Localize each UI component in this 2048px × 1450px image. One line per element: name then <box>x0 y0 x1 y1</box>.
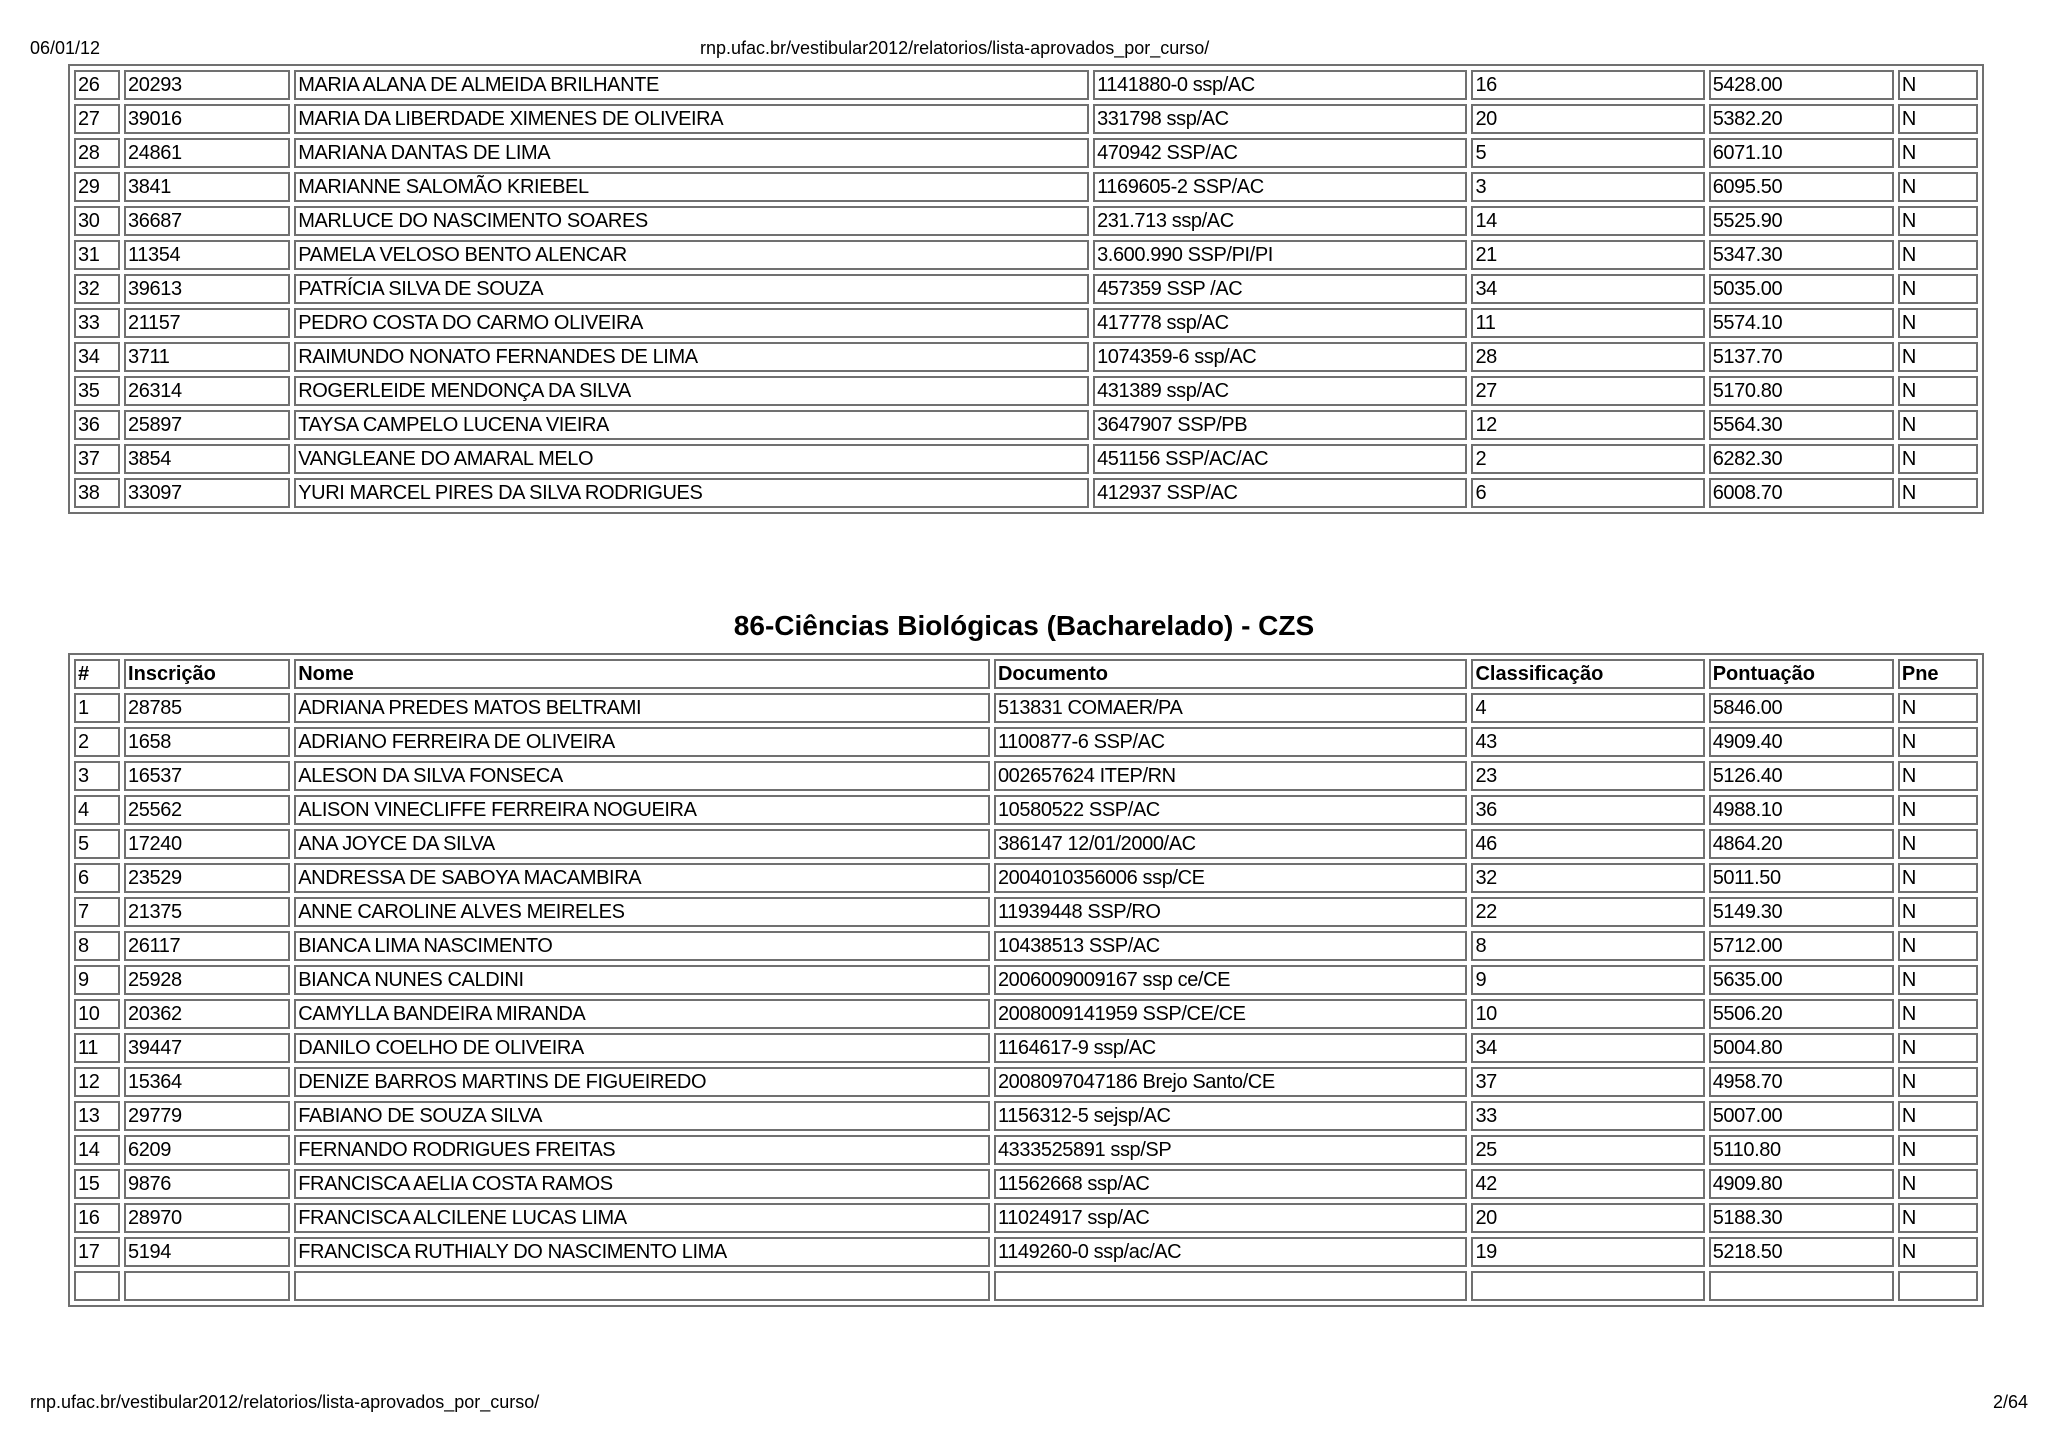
cell-number <box>74 1271 120 1301</box>
cell-classificacao: 6 <box>1471 478 1704 508</box>
header-documento: Documento <box>994 659 1468 689</box>
cell-inscricao: 25562 <box>124 795 290 825</box>
table-row <box>74 444 1978 474</box>
header-inscricao: Inscrição <box>124 659 290 689</box>
header-pontuacao: Pontuação <box>1709 659 1894 689</box>
cell-nome: ANNE CAROLINE ALVES MEIRELES <box>294 897 990 927</box>
cell-classificacao <box>1471 1271 1704 1301</box>
cell-number: 5 <box>74 829 120 859</box>
cell-inscricao: 15364 <box>124 1067 290 1097</box>
cell-number: 28 <box>74 138 120 168</box>
cell-nome: RAIMUNDO NONATO FERNANDES DE LIMA <box>294 342 1089 372</box>
cell-number: 1 <box>74 693 120 723</box>
cell-documento: 002657624 ITEP/RN <box>994 761 1468 791</box>
cell-pontuacao: 6095.50 <box>1709 172 1894 202</box>
table-row <box>74 863 1978 893</box>
cell-documento: 11562668 ssp/AC <box>994 1169 1468 1199</box>
cell-nome: MARIA ALANA DE ALMEIDA BRILHANTE <box>294 70 1089 100</box>
cell-nome: ROGERLEIDE MENDONÇA DA SILVA <box>294 376 1089 406</box>
cell-pne: N <box>1898 863 1978 893</box>
cell-inscricao: 21157 <box>124 308 290 338</box>
header-classificacao: Classificação <box>1471 659 1704 689</box>
cell-classificacao: 3 <box>1471 172 1704 202</box>
cell-pontuacao: 4864.20 <box>1709 829 1894 859</box>
cell-documento: 1156312-5 sejsp/AC <box>994 1101 1468 1131</box>
cell-pne: N <box>1898 478 1978 508</box>
cell-number: 33 <box>74 308 120 338</box>
cell-documento: 1169605-2 SSP/AC <box>1093 172 1467 202</box>
cell-pne: N <box>1898 1135 1978 1165</box>
table-row <box>74 829 1978 859</box>
cell-pontuacao: 5428.00 <box>1709 70 1894 100</box>
cell-nome <box>294 1271 990 1301</box>
cell-documento: 2006009009167 ssp ce/CE <box>994 965 1468 995</box>
table-row <box>74 138 1978 168</box>
cell-inscricao: 28785 <box>124 693 290 723</box>
cell-documento: 386147 12/01/2000/AC <box>994 829 1468 859</box>
cell-number: 8 <box>74 931 120 961</box>
cell-number: 26 <box>74 70 120 100</box>
cell-number: 29 <box>74 172 120 202</box>
cell-documento: 1141880-0 ssp/AC <box>1093 70 1467 100</box>
table-row <box>74 342 1978 372</box>
cell-inscricao: 3854 <box>124 444 290 474</box>
cell-pne: N <box>1898 444 1978 474</box>
cell-documento: 11024917 ssp/AC <box>994 1203 1468 1233</box>
cell-nome: ANDRESSA DE SABOYA MACAMBIRA <box>294 863 990 893</box>
cell-documento: 11939448 SSP/RO <box>994 897 1468 927</box>
cell-pne: N <box>1898 965 1978 995</box>
header-pne: Pne <box>1898 659 1978 689</box>
cell-documento: 2008097047186 Brejo Santo/CE <box>994 1067 1468 1097</box>
cell-documento: 231.713 ssp/AC <box>1093 206 1467 236</box>
cell-pontuacao: 6282.30 <box>1709 444 1894 474</box>
cell-nome: MARIA DA LIBERDADE XIMENES DE OLIVEIRA <box>294 104 1089 134</box>
cell-inscricao: 20293 <box>124 70 290 100</box>
cell-pne: N <box>1898 931 1978 961</box>
cell-pontuacao: 5149.30 <box>1709 897 1894 927</box>
cell-nome: BIANCA LIMA NASCIMENTO <box>294 931 990 961</box>
cell-nome: MARIANNE SALOMÃO KRIEBEL <box>294 172 1089 202</box>
cell-pontuacao: 5035.00 <box>1709 274 1894 304</box>
table-row <box>74 1237 1978 1267</box>
cell-number: 38 <box>74 478 120 508</box>
cell-pne <box>1898 1271 1978 1301</box>
table-row <box>74 931 1978 961</box>
cell-documento: 457359 SSP /AC <box>1093 274 1467 304</box>
cell-inscricao: 24861 <box>124 138 290 168</box>
cell-number: 16 <box>74 1203 120 1233</box>
cell-documento <box>994 1271 1468 1301</box>
results-table-course-86 <box>68 653 1984 1307</box>
cell-documento: 1164617-9 ssp/AC <box>994 1033 1468 1063</box>
cell-nome: ANA JOYCE DA SILVA <box>294 829 990 859</box>
cell-documento: 1100877-6 SSP/AC <box>994 727 1468 757</box>
cell-pontuacao: 5188.30 <box>1709 1203 1894 1233</box>
cell-classificacao: 37 <box>1471 1067 1704 1097</box>
cell-documento: 10438513 SSP/AC <box>994 931 1468 961</box>
cell-nome: MARIANA DANTAS DE LIMA <box>294 138 1089 168</box>
cell-number: 12 <box>74 1067 120 1097</box>
cell-pne: N <box>1898 1169 1978 1199</box>
cell-classificacao: 20 <box>1471 1203 1704 1233</box>
cell-pontuacao: 5007.00 <box>1709 1101 1894 1131</box>
table-row <box>74 1033 1978 1063</box>
print-date: 06/01/12 <box>30 38 101 58</box>
cell-inscricao: 3711 <box>124 342 290 372</box>
cell-pne: N <box>1898 1101 1978 1131</box>
cell-documento: 10580522 SSP/AC <box>994 795 1468 825</box>
cell-number: 31 <box>74 240 120 270</box>
cell-pne: N <box>1898 829 1978 859</box>
cell-pontuacao: 5218.50 <box>1709 1237 1894 1267</box>
cell-nome: DANILO COELHO DE OLIVEIRA <box>294 1033 990 1063</box>
table-row <box>74 1067 1978 1097</box>
cell-nome: PEDRO COSTA DO CARMO OLIVEIRA <box>294 308 1089 338</box>
cell-pontuacao: 4909.80 <box>1709 1169 1894 1199</box>
cell-classificacao: 34 <box>1471 274 1704 304</box>
cell-inscricao: 26314 <box>124 376 290 406</box>
cell-documento: 451156 SSP/AC/AC <box>1093 444 1467 474</box>
cell-pne: N <box>1898 410 1978 440</box>
cell-documento: 1149260-0 ssp/ac/AC <box>994 1237 1468 1267</box>
cell-number: 34 <box>74 342 120 372</box>
cell-classificacao: 34 <box>1471 1033 1704 1063</box>
cell-pontuacao: 5525.90 <box>1709 206 1894 236</box>
table-row <box>74 795 1978 825</box>
table-row <box>74 478 1978 508</box>
cell-inscricao: 39613 <box>124 274 290 304</box>
table-row <box>74 172 1978 202</box>
cell-pne: N <box>1898 1067 1978 1097</box>
cell-pne: N <box>1898 727 1978 757</box>
cell-classificacao: 12 <box>1471 410 1704 440</box>
cell-classificacao: 20 <box>1471 104 1704 134</box>
cell-pontuacao: 5110.80 <box>1709 1135 1894 1165</box>
table-row <box>74 1271 1978 1301</box>
cell-number: 17 <box>74 1237 120 1267</box>
cell-number: 37 <box>74 444 120 474</box>
cell-pontuacao: 5635.00 <box>1709 965 1894 995</box>
table-row <box>74 410 1978 440</box>
cell-number: 13 <box>74 1101 120 1131</box>
cell-nome: DENIZE BARROS MARTINS DE FIGUEIREDO <box>294 1067 990 1097</box>
cell-pne: N <box>1898 172 1978 202</box>
print-header-url: rnp.ufac.br/vestibular2012/relatorios/lista-aprovados_por_curso/ <box>700 38 1210 58</box>
cell-inscricao: 6209 <box>124 1135 290 1165</box>
cell-nome: FRANCISCA AELIA COSTA RAMOS <box>294 1169 990 1199</box>
cell-number: 32 <box>74 274 120 304</box>
cell-documento: 2004010356006 ssp/CE <box>994 863 1468 893</box>
cell-pne: N <box>1898 104 1978 134</box>
cell-documento: 417778 ssp/AC <box>1093 308 1467 338</box>
cell-pontuacao: 5137.70 <box>1709 342 1894 372</box>
cell-nome: PATRÍCIA SILVA DE SOUZA <box>294 274 1089 304</box>
table-row <box>74 999 1978 1029</box>
cell-nome: BIANCA NUNES CALDINI <box>294 965 990 995</box>
cell-classificacao: 5 <box>1471 138 1704 168</box>
cell-pontuacao: 6071.10 <box>1709 138 1894 168</box>
cell-pne: N <box>1898 138 1978 168</box>
cell-nome: CAMYLLA BANDEIRA MIRANDA <box>294 999 990 1029</box>
cell-pontuacao <box>1709 1271 1894 1301</box>
cell-nome: MARLUCE DO NASCIMENTO SOARES <box>294 206 1089 236</box>
cell-classificacao: 27 <box>1471 376 1704 406</box>
cell-pontuacao: 5564.30 <box>1709 410 1894 440</box>
cell-nome: FERNANDO RODRIGUES FREITAS <box>294 1135 990 1165</box>
cell-classificacao: 32 <box>1471 863 1704 893</box>
cell-classificacao: 16 <box>1471 70 1704 100</box>
cell-classificacao: 11 <box>1471 308 1704 338</box>
cell-documento: 3647907 SSP/PB <box>1093 410 1467 440</box>
cell-inscricao: 25928 <box>124 965 290 995</box>
table-row <box>74 965 1978 995</box>
table-row <box>74 376 1978 406</box>
cell-classificacao: 9 <box>1471 965 1704 995</box>
cell-inscricao: 3841 <box>124 172 290 202</box>
cell-number: 4 <box>74 795 120 825</box>
table-header-row <box>74 659 1978 689</box>
cell-classificacao: 28 <box>1471 342 1704 372</box>
cell-documento: 331798 ssp/AC <box>1093 104 1467 134</box>
cell-number: 6 <box>74 863 120 893</box>
table-row <box>74 693 1978 723</box>
cell-documento: 2008009141959 SSP/CE/CE <box>994 999 1468 1029</box>
table-row <box>74 1169 1978 1199</box>
cell-pne: N <box>1898 795 1978 825</box>
cell-classificacao: 33 <box>1471 1101 1704 1131</box>
cell-inscricao: 1658 <box>124 727 290 757</box>
cell-number: 3 <box>74 761 120 791</box>
cell-pontuacao: 4909.40 <box>1709 727 1894 757</box>
cell-number: 14 <box>74 1135 120 1165</box>
cell-inscricao: 21375 <box>124 897 290 927</box>
cell-classificacao: 21 <box>1471 240 1704 270</box>
cell-documento: 470942 SSP/AC <box>1093 138 1467 168</box>
cell-pontuacao: 5011.50 <box>1709 863 1894 893</box>
cell-pne: N <box>1898 693 1978 723</box>
cell-inscricao: 23529 <box>124 863 290 893</box>
cell-pne: N <box>1898 342 1978 372</box>
cell-nome: ADRIANA PREDES MATOS BELTRAMI <box>294 693 990 723</box>
cell-nome: ALESON DA SILVA FONSECA <box>294 761 990 791</box>
cell-number: 27 <box>74 104 120 134</box>
table-row <box>74 727 1978 757</box>
cell-classificacao: 14 <box>1471 206 1704 236</box>
cell-classificacao: 8 <box>1471 931 1704 961</box>
cell-classificacao: 19 <box>1471 1237 1704 1267</box>
cell-classificacao: 36 <box>1471 795 1704 825</box>
cell-nome: PAMELA VELOSO BENTO ALENCAR <box>294 240 1089 270</box>
cell-pontuacao: 4958.70 <box>1709 1067 1894 1097</box>
cell-classificacao: 23 <box>1471 761 1704 791</box>
cell-pne: N <box>1898 761 1978 791</box>
cell-pontuacao: 5712.00 <box>1709 931 1894 961</box>
page-number: 2/64 <box>1992 1392 2028 1412</box>
cell-pontuacao: 5382.20 <box>1709 104 1894 134</box>
cell-classificacao: 22 <box>1471 897 1704 927</box>
cell-classificacao: 2 <box>1471 444 1704 474</box>
cell-pontuacao: 4988.10 <box>1709 795 1894 825</box>
cell-classificacao: 43 <box>1471 727 1704 757</box>
table-row <box>74 104 1978 134</box>
cell-pne: N <box>1898 240 1978 270</box>
cell-pne: N <box>1898 999 1978 1029</box>
cell-pne: N <box>1898 308 1978 338</box>
cell-inscricao: 26117 <box>124 931 290 961</box>
results-table-continued <box>68 64 1984 514</box>
course-section-title: 86-Ciências Biológicas (Bacharelado) - CZS <box>733 610 1315 641</box>
cell-classificacao: 42 <box>1471 1169 1704 1199</box>
table-row <box>74 897 1978 927</box>
table-row <box>74 1101 1978 1131</box>
cell-nome: ALISON VINECLIFFE FERREIRA NOGUEIRA <box>294 795 990 825</box>
cell-pne: N <box>1898 274 1978 304</box>
cell-pne: N <box>1898 1237 1978 1267</box>
cell-pne: N <box>1898 70 1978 100</box>
cell-inscricao: 33097 <box>124 478 290 508</box>
print-footer-url: rnp.ufac.br/vestibular2012/relatorios/lista-aprovados_por_curso/ <box>30 1392 540 1412</box>
cell-documento: 1074359-6 ssp/AC <box>1093 342 1467 372</box>
table-row <box>74 274 1978 304</box>
cell-inscricao: 36687 <box>124 206 290 236</box>
cell-pne: N <box>1898 1203 1978 1233</box>
cell-inscricao <box>124 1271 290 1301</box>
cell-number: 36 <box>74 410 120 440</box>
cell-number: 10 <box>74 999 120 1029</box>
cell-pne: N <box>1898 1033 1978 1063</box>
cell-nome: VANGLEANE DO AMARAL MELO <box>294 444 1089 474</box>
cell-inscricao: 9876 <box>124 1169 290 1199</box>
cell-inscricao: 11354 <box>124 240 290 270</box>
cell-pontuacao: 5506.20 <box>1709 999 1894 1029</box>
cell-nome: FRANCISCA RUTHIALY DO NASCIMENTO LIMA <box>294 1237 990 1267</box>
table-row <box>74 1135 1978 1165</box>
table-row <box>74 206 1978 236</box>
cell-pne: N <box>1898 897 1978 927</box>
cell-number: 9 <box>74 965 120 995</box>
cell-nome: FRANCISCA ALCILENE LUCAS LIMA <box>294 1203 990 1233</box>
cell-pontuacao: 5126.40 <box>1709 761 1894 791</box>
header-nome: Nome <box>294 659 990 689</box>
cell-pne: N <box>1898 376 1978 406</box>
cell-nome: FABIANO DE SOUZA SILVA <box>294 1101 990 1131</box>
cell-inscricao: 17240 <box>124 829 290 859</box>
cell-pontuacao: 5574.10 <box>1709 308 1894 338</box>
cell-inscricao: 5194 <box>124 1237 290 1267</box>
cell-documento: 3.600.990 SSP/PI/PI <box>1093 240 1467 270</box>
cell-number: 30 <box>74 206 120 236</box>
cell-number: 11 <box>74 1033 120 1063</box>
cell-inscricao: 29779 <box>124 1101 290 1131</box>
cell-documento: 513831 COMAER/PA <box>994 693 1468 723</box>
cell-documento: 4333525891 ssp/SP <box>994 1135 1468 1165</box>
table-row <box>74 761 1978 791</box>
cell-pne: N <box>1898 206 1978 236</box>
table-row <box>74 308 1978 338</box>
header-number: # <box>74 659 120 689</box>
cell-inscricao: 39016 <box>124 104 290 134</box>
cell-classificacao: 25 <box>1471 1135 1704 1165</box>
table-row <box>74 1203 1978 1233</box>
cell-documento: 412937 SSP/AC <box>1093 478 1467 508</box>
table-row <box>74 240 1978 270</box>
cell-pontuacao: 5846.00 <box>1709 693 1894 723</box>
cell-inscricao: 28970 <box>124 1203 290 1233</box>
cell-pontuacao: 5170.80 <box>1709 376 1894 406</box>
cell-number: 2 <box>74 727 120 757</box>
cell-pontuacao: 5004.80 <box>1709 1033 1894 1063</box>
cell-nome: YURI MARCEL PIRES DA SILVA RODRIGUES <box>294 478 1089 508</box>
cell-inscricao: 20362 <box>124 999 290 1029</box>
cell-classificacao: 10 <box>1471 999 1704 1029</box>
cell-classificacao: 4 <box>1471 693 1704 723</box>
cell-pontuacao: 5347.30 <box>1709 240 1894 270</box>
cell-inscricao: 39447 <box>124 1033 290 1063</box>
cell-number: 15 <box>74 1169 120 1199</box>
cell-number: 7 <box>74 897 120 927</box>
cell-inscricao: 16537 <box>124 761 290 791</box>
table-row <box>74 70 1978 100</box>
cell-documento: 431389 ssp/AC <box>1093 376 1467 406</box>
cell-number: 35 <box>74 376 120 406</box>
cell-nome: TAYSA CAMPELO LUCENA VIEIRA <box>294 410 1089 440</box>
cell-nome: ADRIANO FERREIRA DE OLIVEIRA <box>294 727 990 757</box>
cell-inscricao: 25897 <box>124 410 290 440</box>
cell-pontuacao: 6008.70 <box>1709 478 1894 508</box>
cell-classificacao: 46 <box>1471 829 1704 859</box>
